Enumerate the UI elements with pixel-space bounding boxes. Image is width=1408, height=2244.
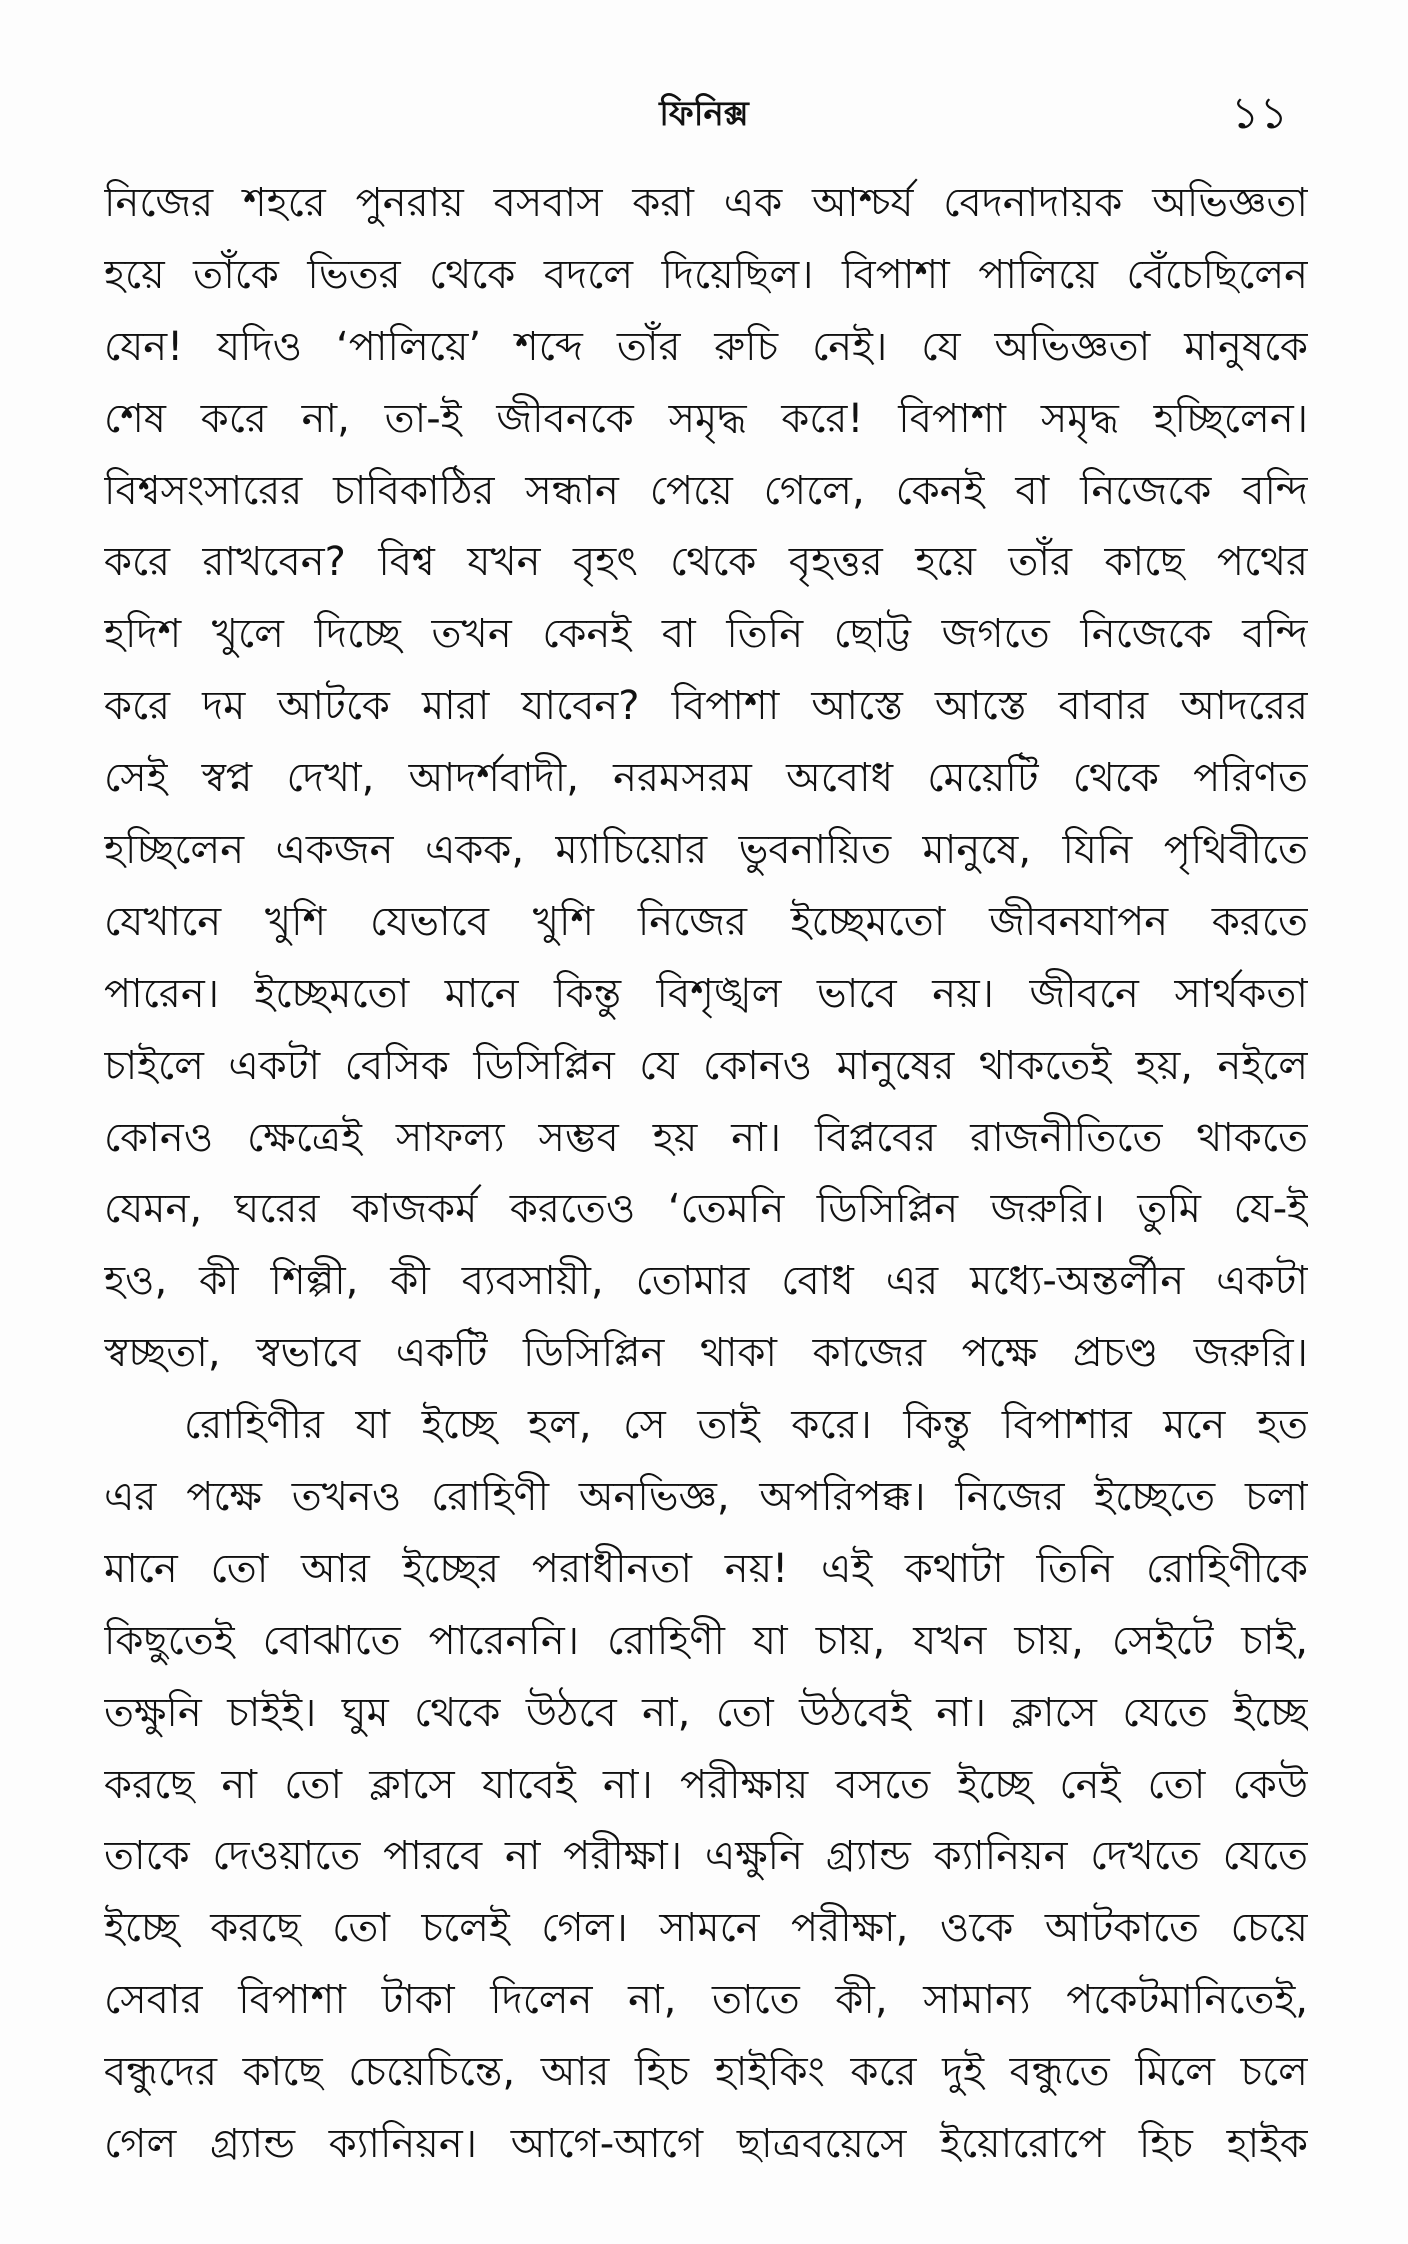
text-line: কিছুতেই বোঝাতে পারেননি। রোহিণী যা চায়, যখন চায়, সেইটে চাই,	[104, 1617, 1308, 1664]
text-line: শেষ করে না, তা-ই জীবনকে সমৃদ্ধ করে! বিপাশা সমৃদ্ধ হচ্ছিলেন।	[104, 395, 1308, 442]
text-line: যেখানে খুশি যেভাবে খুশি নিজের ইচ্ছেমতো জীবনযাপন করতে	[104, 898, 1308, 945]
text-line: পারেন। ইচ্ছেমতো মানে কিন্তু বিশৃঙ্খল ভাবে নয়। জীবনে সার্থকতা	[104, 970, 1308, 1017]
text-line: সেবার বিপাশা টাকা দিলেন না, তাতে কী, সামান্য পকেটমানিতেই,	[104, 1977, 1308, 2024]
text-line: চাইলে একটা বেসিক ডিসিপ্লিন যে কোনও মানুষের থাকতেই হয়, নইলে	[104, 1042, 1308, 1089]
text-line: করে দম আটকে মারা যাবেন? বিপাশা আস্তে আস্তে বাবার আদরের	[104, 683, 1308, 730]
body-text	[104, 168, 1308, 2181]
text-line: সেই স্বপ্ন দেখা, আদর্শবাদী, নরমসরম অবোধ মেয়েটি থেকে পরিণত	[104, 755, 1308, 802]
text-line: হচ্ছিলেন একজন একক, ম্যাচিয়োর ভুবনায়িত মানুষে, যিনি পৃথিবীতে	[104, 827, 1308, 874]
text-line: কোনও ক্ষেত্রেই সাফল্য সম্ভব হয় না। বিপ্লবের রাজনীতিতে থাকতে	[104, 1114, 1308, 1161]
text-line: বিশ্বসংসারের চাবিকাঠির সন্ধান পেয়ে গেলে, কেনই বা নিজেকে বন্দি	[104, 467, 1308, 514]
text-line: বন্ধুদের কাছে চেয়েচিন্তে, আর হিচ হাইকিং করে দুই বন্ধুতে মিলে চলে	[104, 2049, 1308, 2096]
text-line: গেল গ্র্যান্ড ক্যানিয়ন। আগে-আগে ছাত্রবয়েসে ইয়োরোপে হিচ হাইক	[104, 2121, 1308, 2168]
text-line: তক্ষুনি চাইই। ঘুম থেকে উঠবে না, তো উঠবেই না। ক্লাসে যেতে ইচ্ছে	[104, 1689, 1308, 1736]
text-line: করে রাখবেন? বিশ্ব যখন বৃহৎ থেকে বৃহত্তর হয়ে তাঁর কাছে পথের	[104, 539, 1308, 586]
text-line: স্বচ্ছতা, স্বভাবে একটি ডিসিপ্লিন থাকা কাজের পক্ষে প্রচণ্ড জরুরি।	[104, 1330, 1308, 1377]
text-line: এর পক্ষে তখনও রোহিণী অনভিজ্ঞ, অপরিপক্ক। নিজের ইচ্ছেতে চলা	[104, 1474, 1308, 1521]
page-number: ১১	[1230, 88, 1288, 139]
text-line: হও, কী শিল্পী, কী ব্যবসায়ী, তোমার বোধ এর মধ্যে-অন্তর্লীন একটা	[104, 1258, 1308, 1305]
text-line: যেন! যদিও ‘পালিয়ে’ শব্দে তাঁর রুচি নেই। যে অভিজ্ঞতা মানুষকে	[104, 323, 1308, 370]
text-line: তাকে দেওয়াতে পারবে না পরীক্ষা। এক্ষুনি গ্র্যান্ড ক্যানিয়ন দেখতে যেতে	[104, 1833, 1308, 1880]
running-title: ফিনিক্স	[659, 94, 749, 134]
text-line: ইচ্ছে করছে তো চলেই গেল। সামনে পরীক্ষা, ওকে আটকাতে চেয়ে	[104, 1905, 1308, 1952]
text-line: যেমন, ঘরের কাজকর্ম করতেও ‘তেমনি ডিসিপ্লিন জরুরি। তুমি যে-ই	[104, 1186, 1308, 1233]
text-line: মানে তো আর ইচ্ছের পরাধীনতা নয়! এই কথাটা তিনি রোহিণীকে	[104, 1545, 1308, 1592]
text-line: হয়ে তাঁকে ভিতর থেকে বদলে দিয়েছিল। বিপাশা পালিয়ে বেঁচেছিলেন	[104, 251, 1308, 298]
paragraph-start-line: রোহিণীর যা ইচ্ছে হল, সে তাই করে। কিন্তু বিপাশার মনে হত	[184, 1402, 1308, 1449]
text-line: নিজের শহরে পুনরায় বসবাস করা এক আশ্চর্য বেদনাদায়ক অভিজ্ঞতা	[104, 180, 1308, 226]
text-line: করছে না তো ক্লাসে যাবেই না। পরীক্ষায় বসতে ইচ্ছে নেই তো কেউ	[104, 1761, 1308, 1808]
text-line: হদিশ খুলে দিচ্ছে তখন কেনই বা তিনি ছোট্ট জগতে নিজেকে বন্দি	[104, 611, 1308, 658]
running-header	[0, 84, 1408, 144]
